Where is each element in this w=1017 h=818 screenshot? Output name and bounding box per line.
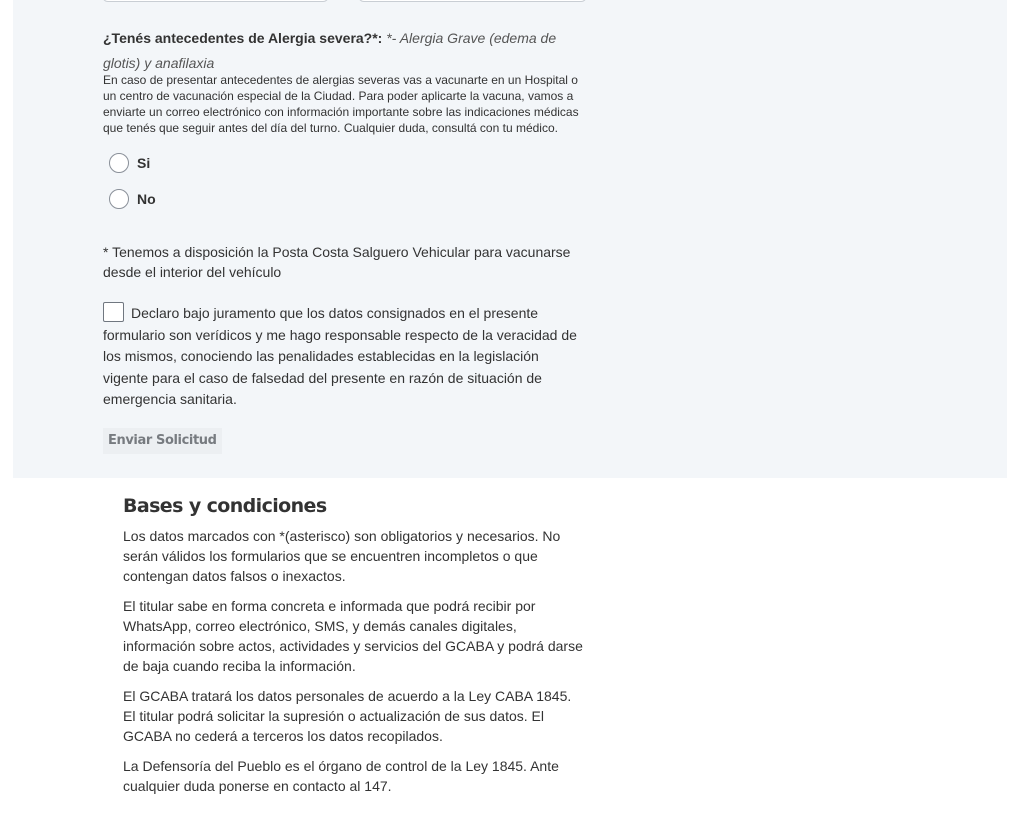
terms-paragraph: La Defensoría del Pueblo es el órgano de control de la Ley 1845. Ante cualquier duda ponerse en contacto al 147. bbox=[123, 758, 559, 794]
radio-label-no: No bbox=[137, 191, 156, 207]
allergy-question-label: ¿Tenés antecedentes de Alergia severa?*: bbox=[103, 30, 383, 46]
terms-paragraph: Los datos marcados con *(asterisco) son obligatorios y necesarios. No serán válidos los formularios que se encuentren incompletos o que contengan datos falsos o inexactos. bbox=[123, 528, 561, 584]
radio-option-no[interactable] bbox=[109, 189, 156, 209]
declaration-checkbox[interactable] bbox=[103, 302, 124, 322]
radio-circle-icon[interactable] bbox=[109, 153, 129, 173]
previous-field-input[interactable] bbox=[358, 0, 587, 2]
radio-label-si: Si bbox=[137, 155, 151, 171]
allergy-question bbox=[103, 26, 573, 76]
form-panel bbox=[13, 0, 1007, 478]
allergy-help-text: En caso de presentar antecedentes de alergias severas vas a vacunarte en un Hospital o un centro de vacunación especial de la Ciudad. Para poder aplicarte la vacuna, vamos a enviarte un correo electrónico con información importante sobre las indicaciones médicas que tenés que seguir antes del día del turno. Cualquier duda, consultá con tu médico. bbox=[103, 73, 579, 135]
allergy-question-hint: *- Alergia Grave (edema de glotis) y anafilaxia bbox=[103, 30, 557, 71]
terms-title: Bases y condiciones bbox=[123, 495, 327, 517]
terms-paragraph: El GCABA tratará los datos personales de acuerdo a la Ley CABA 1845. El titular podrá solicitar la supresión o actualización de sus datos. El GCABA no cederá a terceros los datos recopilados. bbox=[123, 688, 572, 744]
terms-section bbox=[123, 495, 583, 806]
radio-option-si[interactable] bbox=[109, 153, 150, 173]
drive-through-note: * Tenemos a disposición la Posta Costa Salguero Vehicular para vacunarse desde el interior del vehículo bbox=[103, 244, 571, 280]
submit-button[interactable]: Enviar Solicitud bbox=[103, 428, 222, 454]
sworn-declaration bbox=[103, 302, 583, 411]
radio-circle-icon[interactable] bbox=[109, 189, 129, 209]
declaration-text: Declaro bajo juramento que los datos consignados en el presente formulario son verídicos y me hago responsable respecto de la veracidad de los mismos, conociendo las penalidades establecidas en la legislación vigente para el caso de falsedad del presente en razón de situación de emergencia sanitaria. bbox=[103, 305, 577, 407]
terms-paragraph: El titular sabe en forma concreta e informada que podrá recibir por WhatsApp, correo electrónico, SMS, y demás canales digitales, información sobre actos, actividades y servicios del GCABA y podrá darse de baja cuando reciba la información. bbox=[123, 598, 583, 674]
previous-field-input[interactable] bbox=[102, 0, 329, 2]
